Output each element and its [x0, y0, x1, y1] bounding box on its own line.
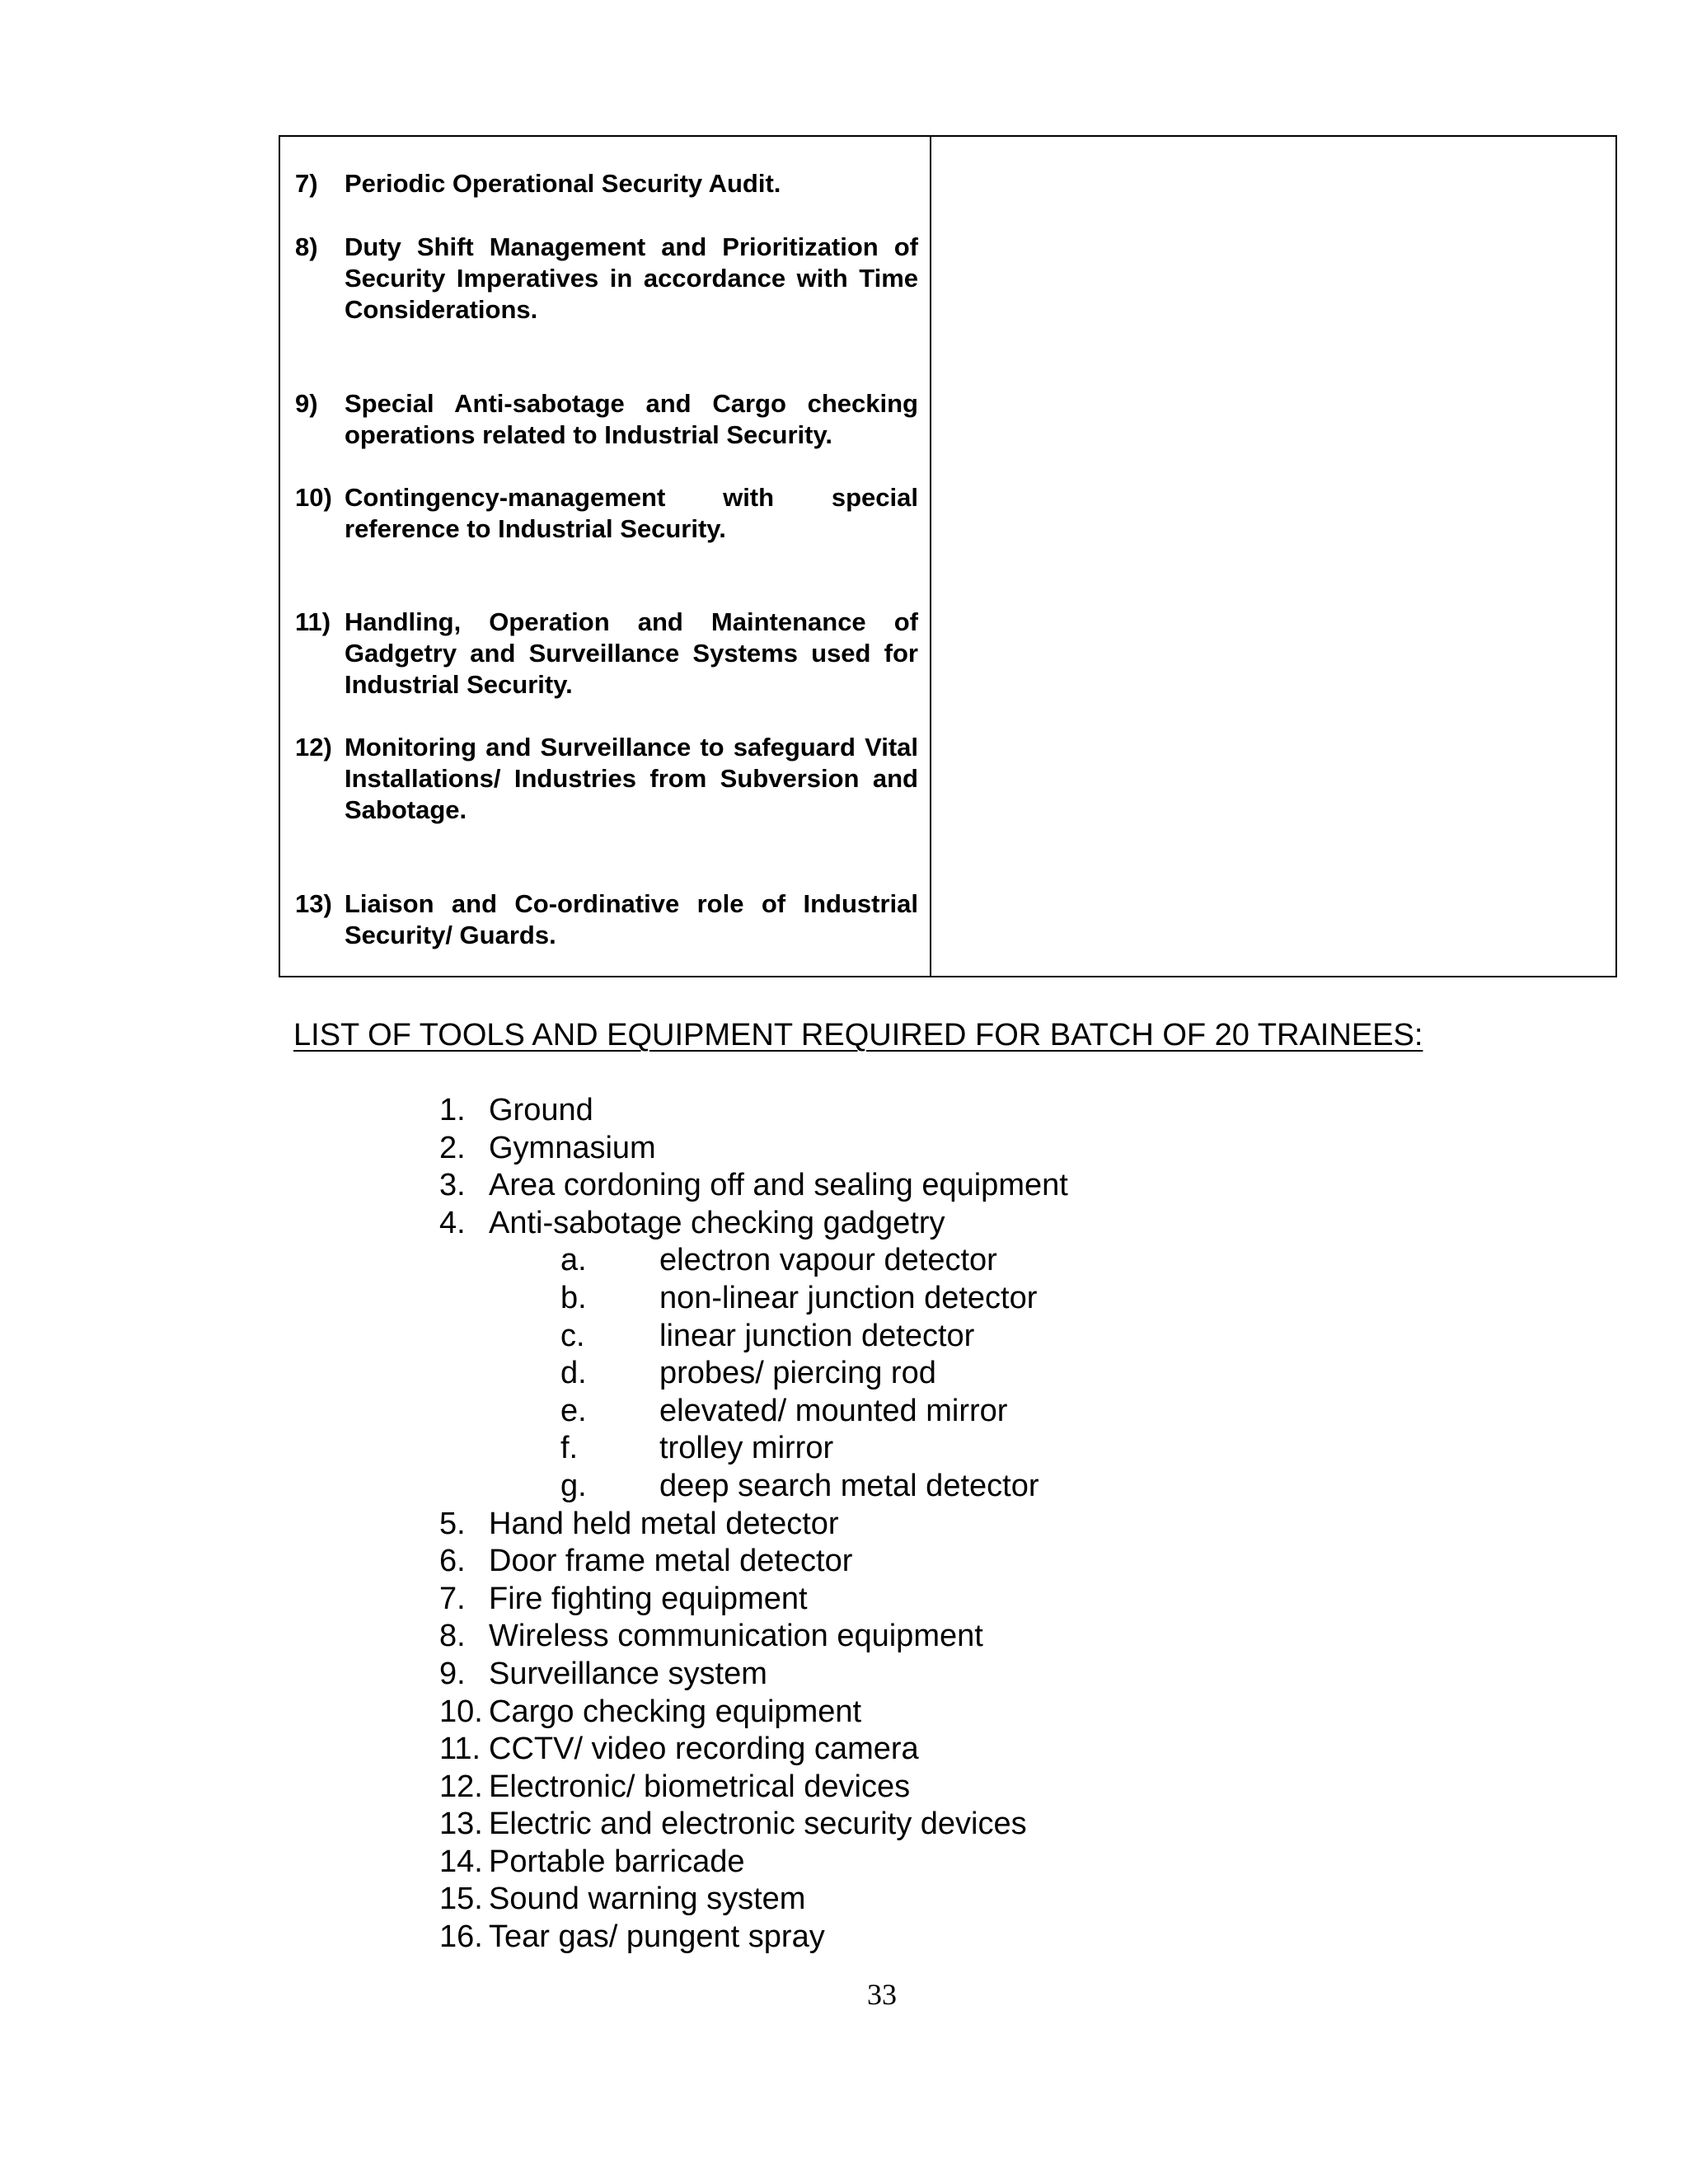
topic-item — [295, 732, 918, 826]
topic-item — [295, 607, 918, 701]
list-item — [0, 1769, 1688, 1807]
sub-list-item-label: electron vapour detector — [659, 1243, 997, 1278]
list-item-number: 7. — [439, 1581, 466, 1616]
list-item — [0, 1731, 1688, 1769]
list-item-label: Fire fighting equipment — [489, 1581, 808, 1616]
list-item — [0, 1806, 1688, 1844]
sub-list-item — [0, 1242, 1688, 1280]
tools-list — [0, 1092, 1688, 1957]
list-item — [0, 1167, 1688, 1205]
list-item — [0, 1618, 1688, 1656]
list-item — [0, 1543, 1688, 1581]
topic-item — [295, 888, 918, 951]
list-item-number: 12. — [439, 1769, 483, 1804]
list-item-number: 2. — [439, 1130, 466, 1165]
topic-text: Special Anti-sabotage and Cargo checking operations related to Industrial Security. — [345, 389, 918, 449]
topic-text: Liaison and Co-ordinative role of Industrial Security/ Guards. — [345, 889, 918, 949]
list-item — [0, 1506, 1688, 1544]
sub-list-item — [0, 1355, 1688, 1393]
sub-list-item-letter: f. — [560, 1431, 579, 1466]
sub-list-item-letter: d. — [560, 1356, 587, 1391]
list-item-number: 6. — [439, 1544, 466, 1579]
list-item — [0, 1092, 1688, 1130]
list-item — [0, 1844, 1688, 1882]
sub-list-item-letter: c. — [560, 1318, 585, 1353]
list-item-label: Tear gas/ pungent spray — [489, 1919, 825, 1955]
list-item-number: 1. — [439, 1093, 466, 1127]
sub-list-item-label: probes/ piercing rod — [659, 1356, 936, 1391]
topic-text: Contingency-management with special reference to Industrial Security. — [345, 483, 918, 543]
topic-item — [295, 388, 918, 451]
list-item-number: 3. — [439, 1168, 466, 1203]
list-item-label: Sound warning system — [489, 1882, 806, 1917]
list-item-number: 16. — [439, 1919, 483, 1955]
list-item-number: 5. — [439, 1506, 466, 1541]
list-item — [0, 1130, 1688, 1168]
list-item-label: Hand held metal detector — [489, 1506, 839, 1541]
list-item — [0, 1881, 1688, 1919]
list-item-label: Electronic/ biometrical devices — [489, 1769, 911, 1804]
list-item — [0, 1694, 1688, 1732]
list-item-label: Surveillance system — [489, 1656, 767, 1691]
page-number: 33 — [867, 1978, 897, 2011]
sub-list-item — [0, 1280, 1688, 1318]
list-item-number: 11. — [439, 1732, 481, 1767]
list-item-label: Electric and electronic security devices — [489, 1807, 1027, 1842]
list-item-label: Gymnasium — [489, 1130, 656, 1165]
sub-list-item-label: linear junction detector — [659, 1318, 975, 1353]
list-item-number: 14. — [439, 1844, 483, 1879]
list-item-number: 15. — [439, 1882, 483, 1917]
list-item-label: Ground — [489, 1093, 593, 1127]
curriculum-table — [279, 135, 1617, 977]
topic-text: Duty Shift Management and Prioritization of Security Imperatives in accordance with Time Considerations. — [345, 232, 918, 324]
topic-item — [295, 168, 918, 199]
list-item-number: 10. — [439, 1694, 483, 1729]
sub-list-item-label: non-linear junction detector — [659, 1280, 1038, 1315]
list-item-label: Anti-sabotage checking gadgetry — [489, 1205, 945, 1240]
topic-number: 13) — [295, 889, 332, 918]
list-item-number: 13. — [439, 1807, 483, 1842]
topic-number: 10) — [295, 483, 332, 512]
list-item-label: Area cordoning off and sealing equipment — [489, 1168, 1068, 1203]
topic-item — [295, 482, 918, 545]
sub-list-item — [0, 1318, 1688, 1356]
sub-list-item — [0, 1393, 1688, 1431]
topic-number: 11) — [295, 607, 331, 636]
topic-item — [295, 232, 918, 326]
topic-number: 7) — [295, 169, 318, 198]
sub-list-item-letter: e. — [560, 1393, 587, 1428]
sub-list-item-label: trolley mirror — [659, 1431, 834, 1466]
list-item-number: 9. — [439, 1656, 466, 1691]
sub-list-item — [0, 1468, 1688, 1506]
sub-list-item-label: elevated/ mounted mirror — [659, 1393, 1008, 1428]
sub-list-item-letter: g. — [560, 1468, 587, 1503]
topic-text: Periodic Operational Security Audit. — [345, 169, 781, 198]
list-item-label: Door frame metal detector — [489, 1544, 853, 1579]
topic-text: Monitoring and Surveillance to safeguard Vital Installations/ Industries from Subversion and Sabotage. — [345, 733, 918, 824]
list-item-label: Portable barricade — [489, 1844, 745, 1879]
list-item — [0, 1205, 1688, 1243]
topic-number: 9) — [295, 389, 318, 418]
list-item-label: Cargo checking equipment — [489, 1694, 862, 1729]
list-item-number: 8. — [439, 1619, 466, 1654]
list-item-number: 4. — [439, 1205, 466, 1240]
sub-list-item-label: deep search metal detector — [659, 1468, 1039, 1503]
topic-number: 8) — [295, 232, 318, 261]
tools-heading: LIST OF TOOLS AND EQUIPMENT REQUIRED FOR BATCH OF 20 TRAINEES: — [293, 1018, 1423, 1052]
sub-list-item-letter: b. — [560, 1280, 587, 1315]
list-item — [0, 1656, 1688, 1694]
list-item-label: CCTV/ video recording camera — [489, 1732, 919, 1767]
list-item-label: Wireless communication equipment — [489, 1619, 983, 1654]
topic-text: Handling, Operation and Maintenance of Gadgetry and Surveillance Systems used for Industrial Security. — [345, 607, 918, 699]
topic-number: 12) — [295, 733, 332, 762]
sub-list-item — [0, 1430, 1688, 1468]
table-column-divider — [930, 137, 931, 976]
list-item — [0, 1581, 1688, 1619]
list-item — [0, 1919, 1688, 1957]
sub-list-item-letter: a. — [560, 1243, 587, 1278]
